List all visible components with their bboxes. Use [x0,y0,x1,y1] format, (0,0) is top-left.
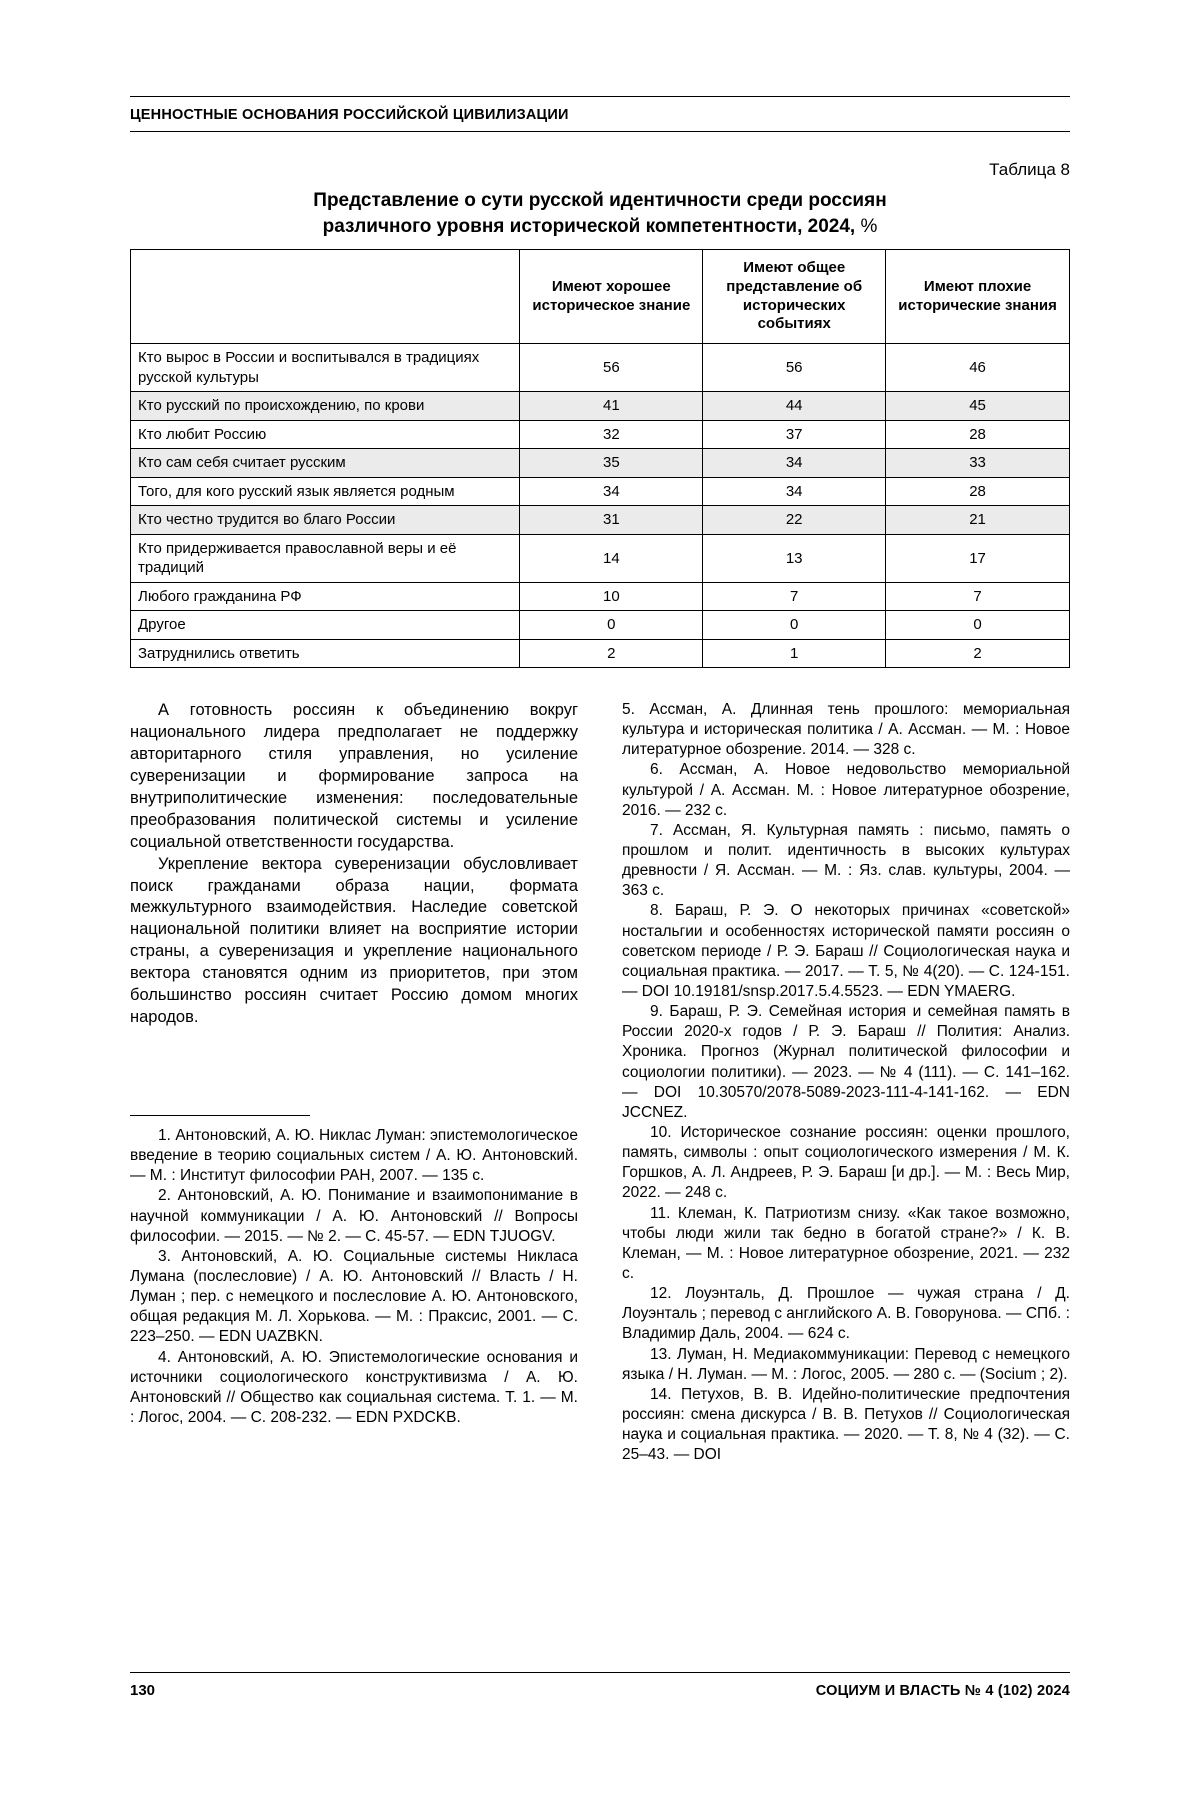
references-rule [130,1115,310,1116]
page-footer [130,1672,1070,1699]
table-cell-value: 56 [703,344,886,392]
column-left [130,700,578,1428]
table-cell-value: 34 [703,477,886,506]
table-cell-value: 34 [703,449,886,478]
column-right [622,700,1070,1465]
table-cell-value: 56 [520,344,703,392]
table-row [131,449,1070,478]
reference-item-continued: 5. Ассман, А. Длинная тень прошлого: мемориальная культура и историческая политика / А. Ассман. — М. : Новое литературное обозрение. 2014. — 328 с. [622,701,1070,759]
table-cell-value: 1 [703,639,886,668]
table-cell-value: 33 [886,449,1070,478]
reference-item: 8. Бараш, Р. Э. О некоторых причинах «советской» ностальгии и особенностях исторической памяти россиян о советском периоде / Р. Э. Бараш // Социологическая наука и социальная практика. — 2017. — Т. 5, № 4(20). — С. 124-151. — DOI 10.19181/snsp.2017.5.4.5523. — EDN YMAERG. [622,902,1070,1000]
table-cell-value: 0 [520,611,703,640]
table-cell-value: 10 [520,582,703,611]
reference-item: 14. Петухов, В. В. Идейно-политические предпочтения россиян: смена дискурса / В. В. Петухов // Социологическая наука и социальная практика. — 2020. — Т. 8, № 4 (32). — С. 25–43. — DOI [622,1385,1070,1464]
reference-item: 1. Антоновский, А. Ю. Никлас Луман: эпистемологическое введение в теорию социальных систем / А. Ю. Антоновский. — М. : Институт философии РАН, 2007. — 135 с. [130,1127,578,1185]
table-cell-value: 32 [520,420,703,449]
reference-item: 13. Луман, Н. Медиакоммуникации: Перевод с немецкого языка / Н. Луман. — М. : Логос, 2005. — 280 с. — (Socium ; 2). [622,1345,1070,1383]
references-list-left [130,1126,578,1428]
table-row [131,392,1070,421]
body-paragraph: Укрепление вектора суверенизации обусловливает поиск гражданами образа нации, формата межкультурного взаимодействия. Наследие советской национальной политики влияет на восприятие истории страны, а суверенизация и укрепление национального вектора становятся одним из приоритетов, при этом большинство россиян считает Россию домом многих народов. [130,854,578,1027]
page-header [130,96,1070,132]
table-row [131,420,1070,449]
table-row [131,477,1070,506]
table-cell-value: 0 [703,611,886,640]
table-row-label: Кто придерживается православной веры и её традиций [131,534,520,582]
table-row [131,534,1070,582]
table-cell-value: 35 [520,449,703,478]
reference-item: 7. Ассман, Я. Культурная память : письмо, память о прошлом и полит. идентичность в высоких культурах древности / Я. Ассман. — М. : Яз. слав. культуры, 2004. — 363 с. [622,821,1070,900]
table-title-line2: различного уровня исторической компетентности, 2024, [322,215,856,237]
table-cell-value: 2 [520,639,703,668]
table-row [131,611,1070,640]
identity-table [130,249,1070,668]
table-row-label: Кто вырос в России и воспитывался в традициях русской культуры [131,344,520,392]
table-header-row [131,250,1070,344]
table-cell-value: 44 [703,392,886,421]
table-col-header-3: Имеют плохие исторические знания [886,250,1070,344]
table-cell-value: 21 [886,506,1070,535]
table-row-label: Любого гражданина РФ [131,582,520,611]
table-row-label: Того, для кого русский язык является родным [131,477,520,506]
table-row [131,582,1070,611]
table-cell-value: 31 [520,506,703,535]
table-cell-value: 28 [886,420,1070,449]
reference-item: 6. Ассман, А. Новое недовольство мемориальной культурой / А. Ассман. М. : Новое литературное обозрение, 2016. — 232 с. [622,761,1070,819]
table-cell-value: 17 [886,534,1070,582]
table-row-label: Кто сам себя считает русским [131,449,520,478]
table-cell-value: 37 [703,420,886,449]
table-cell-value: 34 [520,477,703,506]
table-row-label: Другое [131,611,520,640]
table-cell-value: 46 [886,344,1070,392]
journal-title: СОЦИУМ И ВЛАСТЬ № 4 (102) 2024 [815,1683,1070,1699]
table-col-header-0 [131,250,520,344]
reference-item: 11. Клеман, К. Патриотизм снизу. «Как такое возможно, чтобы люди жили так бедно в богатой стране?» / К. В. Клеман, — М. : Новое литературное обозрение, 2021. — 232 с. [622,1204,1070,1282]
reference-item: 12. Лоуэнталь, Д. Прошлое — чужая страна / Д. Лоуэнталь ; перевод с английского А. В. Говорунова. — СПб. : Владимир Даль, 2004. — 624 с. [622,1285,1070,1343]
table-title-line1: Представление о сути русской идентичности среди россиян [313,190,887,211]
table-col-header-1: Имеют хорошее историческое знание [520,250,703,344]
table-title-units: % [860,215,878,237]
table-row-label: Кто русский по происхождению, по крови [131,392,520,421]
body-paragraph: А готовность россиян к объединению вокруг национального лидера предполагает не поддержку авторитарного стиля управления, но усиление суверенизации и формирование запроса на внутриполитические изменения: последовательные преобразования политической системы и усиление социальной ответственности государства. [130,701,578,851]
column-spacer [130,1029,578,1115]
table-row [131,344,1070,392]
table-number: Таблица 8 [989,160,1070,179]
table-cell-value: 7 [703,582,886,611]
table-row-label: Затруднились ответить [131,639,520,668]
table-cell-value: 0 [886,611,1070,640]
table-row [131,639,1070,668]
header-rule-bottom [130,131,1070,132]
page-number: 130 [130,1682,156,1699]
references-list-right [622,700,1070,1465]
reference-item: 3. Антоновский, А. Ю. Социальные системы Никласа Лумана (послесловие) / А. Ю. Антоновский // Власть / Н. Луман ; пер. с немецкого и послесловие А. Ю. Антоновского, общая редакция М. Л. Хорькова. — М. : Праксис, 2001. — С. 223–250. — EDN UAZBKN. [130,1247,578,1346]
table-cell-value: 28 [886,477,1070,506]
table-row-label: Кто честно трудится во благо России [131,506,520,535]
table-col-header-2: Имеют общее представление об исторических событиях [703,250,886,344]
table-cell-value: 2 [886,639,1070,668]
reference-item: 4. Антоновский, А. Ю. Эпистемологические основания и источники социологического конструктивизма / А. Ю. Антоновский // Общество как социальная система. Т. 1. — М. : Логос, 2004. — С. 208-232. — EDN PXDCKB. [130,1348,578,1427]
running-title: ЦЕННОСТНЫЕ ОСНОВАНИЯ РОССИЙСКОЙ ЦИВИЛИЗАЦИИ [130,107,569,123]
reference-item: 9. Бараш, Р. Э. Семейная история и семейная память в России 2020-х годов / Р. Э. Бараш // Полития: Анализ. Хроника. Прогноз (Журнал политической философии и социологии политики). — 2023. — № 4 (111). — С. 141–162. — DOI 10.30570/2078-5089-2023-111-4-141-162. — EDN JCCNEZ. [622,1003,1070,1121]
table-cell-value: 7 [886,582,1070,611]
table-row [131,506,1070,535]
table-cell-value: 41 [520,392,703,421]
table-title [130,188,1070,239]
table-row-label: Кто любит Россию [131,420,520,449]
table-cell-value: 22 [703,506,886,535]
reference-item: 10. Историческое сознание россиян: оценки прошлого, память, символы : опыт социологического измерения / М. К. Горшков, А. Л. Андреев, Р. Э. Бараш [и др.]. — М. : Весь Мир, 2022. — 248 с. [622,1123,1070,1202]
table-cell-value: 13 [703,534,886,582]
body-columns [130,700,1070,1630]
table-cell-value: 45 [886,392,1070,421]
table-cell-value: 14 [520,534,703,582]
reference-item: 2. Антоновский, А. Ю. Понимание и взаимопонимание в научной коммуникации / А. Ю. Антоновский // Вопросы философии. — 2015. — № 2. — С. 45-57. — EDN TJUOGV. [130,1187,578,1245]
